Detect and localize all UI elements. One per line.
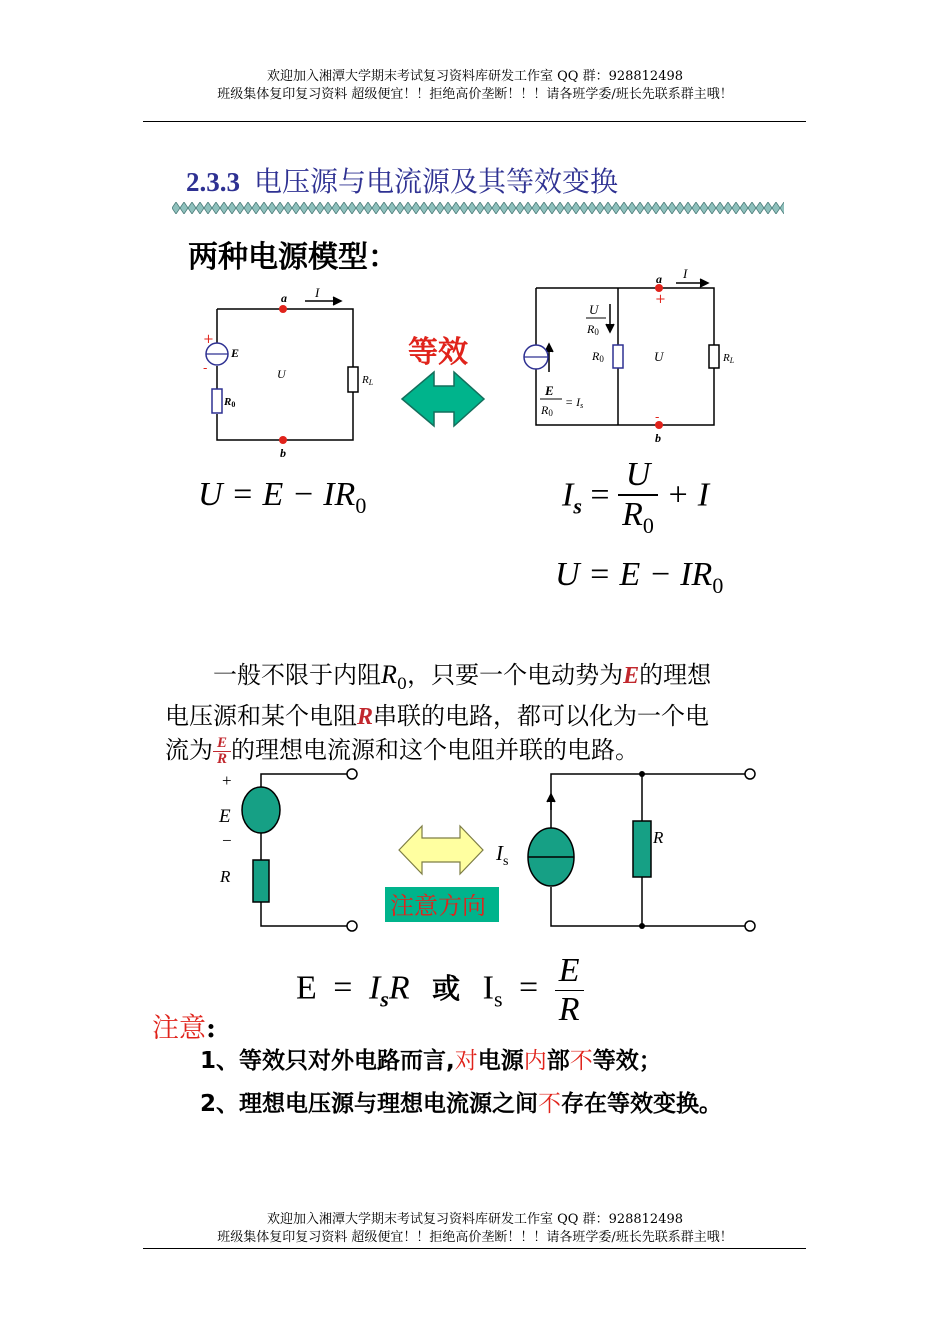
fig2-r-right: R (653, 828, 664, 847)
resistor-r0 (212, 389, 222, 413)
notes-label: 注意: (152, 1013, 216, 1044)
equiv-double-arrow (402, 372, 484, 426)
fig2-e: E (219, 806, 231, 827)
label-i-left: I (315, 285, 320, 300)
note-item-2: 2、理想电压源与理想电流源之间不存在等效变换。 (200, 1091, 723, 1117)
footer-line-2: 班级集体复印复习资料 超级便宜！！拒绝高价垄断！！！请各班学委/班长先联系群主哦！ (217, 1230, 733, 1245)
terminal-a-left (279, 305, 287, 313)
label-b-left: b (280, 446, 286, 460)
label-rl-right: RL (723, 352, 735, 365)
label-b-right: b (655, 431, 661, 445)
header-line-1: 欢迎加入湘潭大学期末考试复习资料库研发工作室 QQ 群：928812498 (266, 69, 684, 84)
resistor-rl (348, 367, 358, 392)
label-u-right: U (654, 349, 664, 364)
voltage-source-e (242, 787, 280, 833)
svg-text:R0: R0 (541, 403, 553, 418)
equation-left: $U = E - IR_0$ (198, 476, 367, 518)
terminal-top-left (347, 769, 357, 779)
resistor-r-parallel (633, 821, 651, 877)
equation-right-1: $I_s$ = $\frac{U}{R_0}$ + I (562, 456, 710, 538)
note-direction-text: 注意方向 (390, 892, 486, 920)
label-e-left: E (231, 346, 240, 360)
label-a-right: a (656, 272, 662, 286)
footer-line-1: 欢迎加入湘潭大学期末考试复习资料库研发工作室 QQ 群：928812498 (266, 1212, 684, 1227)
label-a-left: a (281, 291, 287, 305)
terminal-b-left (279, 436, 287, 444)
resistor-r0-right (613, 345, 623, 368)
footer-rule (143, 1248, 806, 1249)
label-plus-right: + (655, 292, 666, 307)
diamond-divider (172, 202, 784, 214)
fig2-double-arrow (399, 826, 483, 874)
fig2-plus: + (222, 771, 232, 790)
section-number: 2.3.3 (186, 167, 240, 197)
explanation-paragraph: 一般不限于内阻$R_0$，只要一个电动势为E的理想 电压源和某个电阻R串联的电路，都可以化为一个电 流为 $\frac{E}{R}$ 的理想电流源和这个电阻并联的电路。 (165, 660, 712, 767)
terminal-bottom-left (347, 921, 357, 931)
equation-right-2: $U = E - IR_0$ (555, 556, 724, 598)
svg-text:U: U (589, 302, 599, 317)
resistor-rl-right (709, 345, 719, 368)
terminal-top-right (745, 769, 755, 779)
label-plus-left: + (203, 332, 214, 347)
fig2-minus: − (222, 831, 232, 850)
label-r0-left: R0 (224, 396, 236, 409)
frac-e-r0 (540, 383, 583, 418)
fig2-is: $I_s$ (496, 841, 509, 869)
fig2-r-left: R (220, 867, 231, 886)
resistor-r-series (253, 860, 269, 902)
note-item-1: 1、等效只对外电路而言,对电源内部不等效； (200, 1048, 662, 1074)
svg-text:R0: R0 (587, 322, 599, 337)
label-u-left: U (277, 367, 286, 381)
label-minus-left: - (203, 361, 208, 376)
terminal-bottom-right (745, 921, 755, 931)
svg-text:E: E (545, 383, 554, 398)
equiv-label: 等效 (408, 335, 468, 370)
header-line-2: 班级集体复印复习资料 超级便宜！！拒绝高价垄断！！！请各班学委/班长先联系群主哦！ (217, 87, 733, 102)
label-i-right: I (683, 266, 688, 281)
current-source-circuit (536, 279, 719, 425)
subheading: 两种电源模型： (188, 240, 398, 275)
frac-u-r0 (586, 302, 606, 337)
label-rl-left: RL (362, 374, 374, 387)
equation-bottom: $E = I_sR$ 或 $I_s$ = $\frac{E}{R}$ (296, 952, 584, 1029)
label-minus-right: - (655, 410, 660, 425)
label-r0-right: R0 (592, 349, 604, 364)
svg-text:= Is: = Is (565, 395, 584, 410)
section-title-text: 电压源与电流源及其等效变换 (254, 165, 619, 198)
